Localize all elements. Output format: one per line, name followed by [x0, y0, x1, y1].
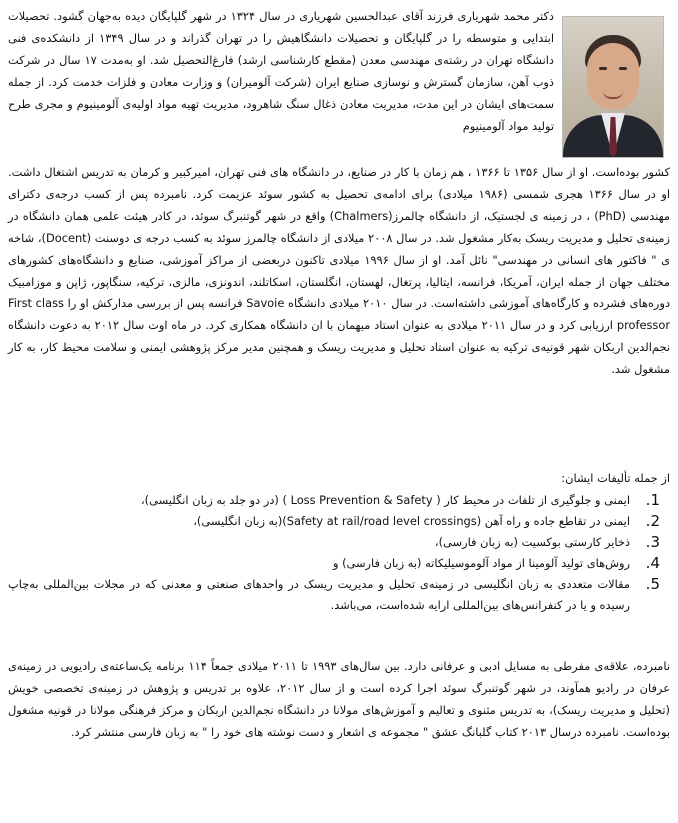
list-item-number: 2.	[645, 512, 660, 530]
list-item-number: 3.	[645, 533, 660, 551]
intro-paragraph: دکتر محمد شهریاری فرزند آقای عبدالحسین شهریاری در سال ۱۳۲۴ در شهر گلپایگان دیده به‌جهان گشود. تحصیلات ابتدایی و متوسطه را در گلپایگان و تحصیلات دانشگاهیش را در تهران گذراند و در سال ۱۳۴۹ از دانشکده‌ی فنی دانشگاه تهران در رشته‌ی مهندسی معدن (مقطع کارشناسی ارشد) فارغ‌التحصیل شد. او به‌مدت ۱۷ سال در شرکت ذوب آهن، سازمان گسترش و نوسازی صنایع ایران (شرکت آلومیران) و وزارت معادن و فلزات خدمت کرد. از جمله سمت‌های ایشان در این مدت، مدیریت معادن ذغال سنگ شاهرود، مدیریت تهیه مواد اولیه‌ی آلومینیوم و مجری طرح تولید مواد آلومینیوم	[8, 9, 554, 133]
list-item-text: ذخایر کارستی بوکسیت (به زبان فارسی)،	[434, 535, 630, 549]
list-item-text: ایمنی در تقاطع جاده و راه آهن (Safety at rail/road level crossings)(به زبان انگلیسی)،	[193, 514, 630, 528]
list-item	[8, 574, 670, 616]
list-item-number: 5.	[645, 575, 660, 593]
list-item	[8, 553, 670, 574]
list-item-text: مقالات متعددی به زبان انگلیسی در زمینه‌ی تحلیل و مدیریت ریسک در واحدهای صنعتی و معدنی که در مجلات بین‌المللی به‌چاپ رسیده و یا در کنفرانس‌های بین‌المللی ارایه شده‌است، می‌باشد.	[8, 577, 630, 612]
list-item-number: 4.	[645, 554, 660, 572]
list-item-number: 1.	[645, 491, 660, 509]
photo-face	[587, 43, 639, 109]
list-item	[8, 511, 670, 532]
author-photo	[562, 16, 664, 158]
body-paragraph: کشور بوده‌است. او از سال ۱۳۵۶ تا ۱۳۶۶ ، هم زمان با کار در صنایع، در دانشگاه های فنی تهران، امیرکبیر و کرمان به تدریس اشتغال داشت. او در سال ۱۳۶۶ هجری شمسی (۱۹۸۶ میلادی) برای ادامه‌ی تحصیل به کشور سوئد عزیمت کرد. نامبرده پس از کسب درجه‌ی دکترای مهندسی (PhD) ، در زمینه ی لجستیک، از دانشگاه چالمرز(Chalmers) واقع در شهر گوتنبرگ سوئد، در کادر هیئت علمی همان دانشگاه در زمینه‌ی تحلیل و مدیریت ریسک به‌کار مشغول شد. در سال ۲۰۰۸ میلادی از دانشگاه چالمرز سوئد به کسب درجه ی دوسنت (Docent)، شاخه ی " فاکتور های انسانی در مهندسی" نائل آمد. او از سال ۱۹۹۶ میلادی تاکنون دربعضی از مراکز آموزشی، صنایع و دانشگاه‌های کشورهای مختلف جهان از جمله ایران، آمریکا، فرانسه، ایتالیا، پرتغال، لهستان، انگلستان، اسکاتلند، اندونزی، مالزی، ترکیه، سنگاپور، ژاپن و موزامبیک دوره‌های فشرده و کارگاه‌های آموزشی داشته‌است. در سال ۲۰۱۰ میلادی دانشگاه Savoie فرانسه پس از بررسی مدارکش او را First class professor ارزیابی کرد و در سال ۲۰۱۱ میلادی به عنوان استاد میهمان با ان دانشگاه همکاری کرد. در ماه اوت سال ۲۰۱۲ به دعوت دانشگاه نجم‌الدین اربکان شهر قونیه‌ی ترکیه به عنوان استاد تحلیل و مدیریت ریسک و همچنین مدیر مرکز پژوهشی ایمنی و سلامت محیط کار، به کار مشغول شد.	[8, 165, 671, 377]
list-item-text: ایمنی و جلوگیری از تلفات در محیط کار ( Loss Prevention & Safety ) (در دو جلد به زبان انگلیسی)،	[140, 493, 630, 507]
outro-paragraph: نامبرده، علاقه‌ی مفرطی به مسایل ادبی و عرفانی دارد. بین سال‌های ۱۹۹۳ تا ۲۰۱۱ میلادی جمعاً ۱۱۴ برنامه یک‌ساعته‌ی رادیویی در زمینه‌ی عرفان در رادیو همآوند، در شهر گوتنبرگ سوئد اجرا کرده است و از سال ۲۰۱۲، علاوه بر تدریس و پژوهش در زمینه‌ی تخصصی خویش (تحلیل و مدیریت ریسک)، به تدریس مثنوی و تعالیم و آموزش‌های مولانا در دانشگاه نجم‌الدین اربکان و مرکز فرهنگی مولانا در قونیه مشغول بوده‌است. نامبرده درسال ۲۰۱۳ کتاب گلبانگ عشق " مجموعه ی اشعار و دست نوشته های خود را " به زبان فارسی منتشر کرد.	[8, 659, 670, 739]
works-heading: از جمله تألیفات ایشان:	[561, 471, 670, 485]
photo-eye-right	[619, 67, 627, 70]
works-list	[8, 490, 670, 616]
list-item-text: روش‌های تولید آلومینا از مواد آلوموسیلیکاته (به زبان فارسی) و	[332, 556, 630, 570]
list-item	[8, 490, 670, 511]
photo-eye-left	[599, 67, 607, 70]
list-item	[8, 532, 670, 553]
